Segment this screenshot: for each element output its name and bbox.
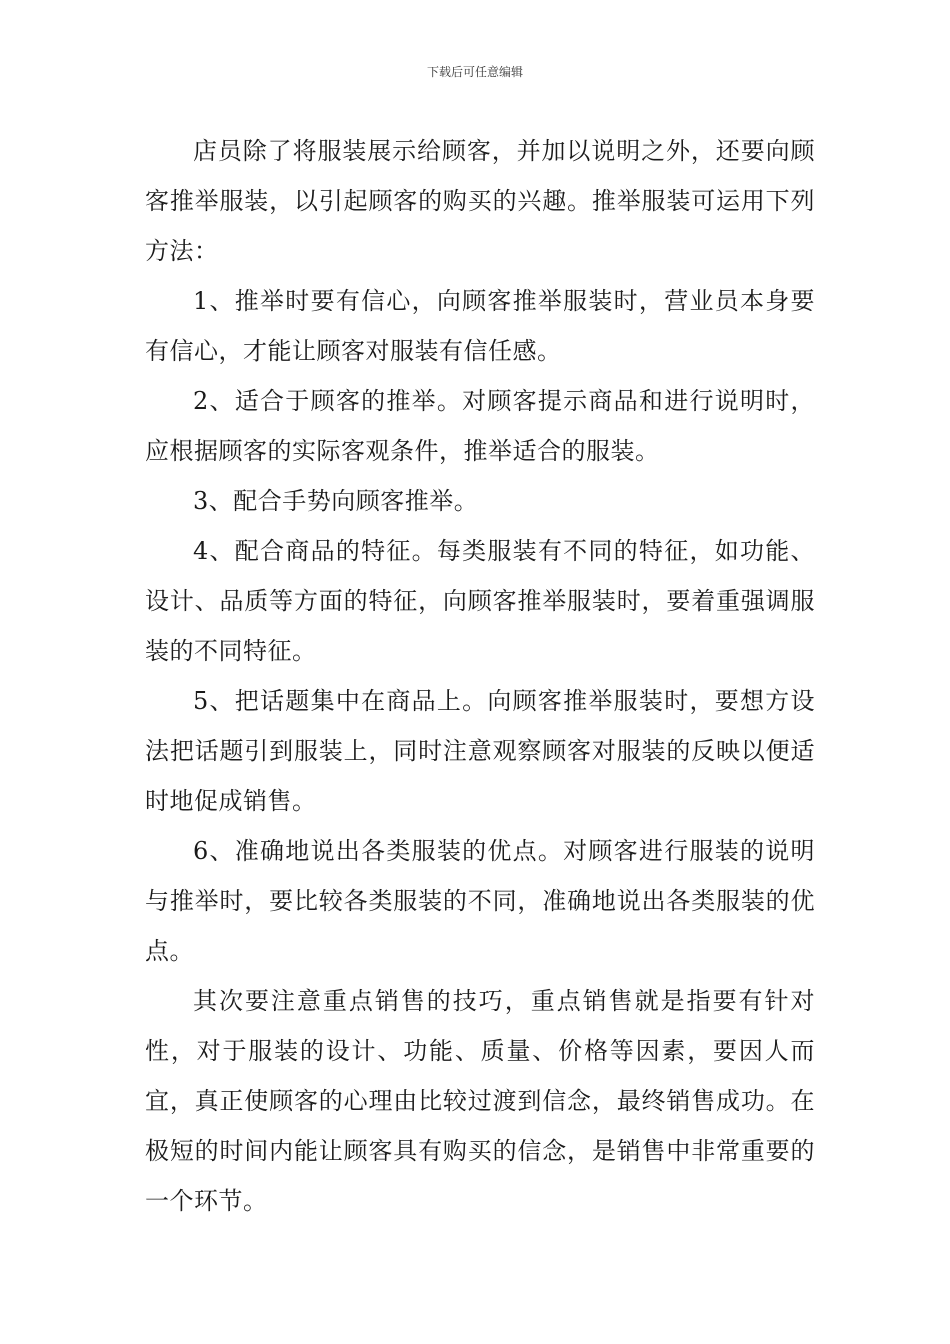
paragraph-item-5: 5、把话题集中在商品上。向顾客推举服装时，要想方设法把话题引到服装上，同时注意观察顾客对服装的反映以便适时地促成销售。 [145, 687, 815, 815]
paragraph-item-4: 4、配合商品的特征。每类服装有不同的特征，如功能、设计、品质等方面的特征，向顾客推举服装时，要着重强调服装的不同特征。 [145, 537, 815, 665]
paragraph-item-1: 1、推举时要有信心，向顾客推举服装时，营业员本身要有信心，才能让顾客对服装有信任感。 [145, 287, 815, 365]
document-body [145, 126, 815, 1226]
paragraph-intro: 店员除了将服装展示给顾客，并加以说明之外，还要向顾客推举服装，以引起顾客的购买的兴趣。推举服装可运用下列方法： [145, 137, 815, 265]
paragraph-conclusion: 其次要注意重点销售的技巧，重点销售就是指要有针对性，对于服装的设计、功能、质量、价格等因素，要因人而宜，真正使顾客的心理由比较过渡到信念，最终销售成功。在极短的时间内能让顾客具有购买的信念，是销售中非常重要的一个环节。 [145, 987, 815, 1215]
paragraph-item-6: 6、准确地说出各类服装的优点。对顾客进行服装的说明与推举时，要比较各类服装的不同，准确地说出各类服装的优点。 [145, 837, 815, 965]
paragraph-item-2: 2、适合于顾客的推举。对顾客提示商品和进行说明时，应根据顾客的实际客观条件，推举适合的服装。 [145, 387, 815, 465]
paragraph-item-3: 3、配合手势向顾客推举。 [193, 487, 479, 515]
page-header: 下载后可任意编辑 [426, 65, 523, 79]
